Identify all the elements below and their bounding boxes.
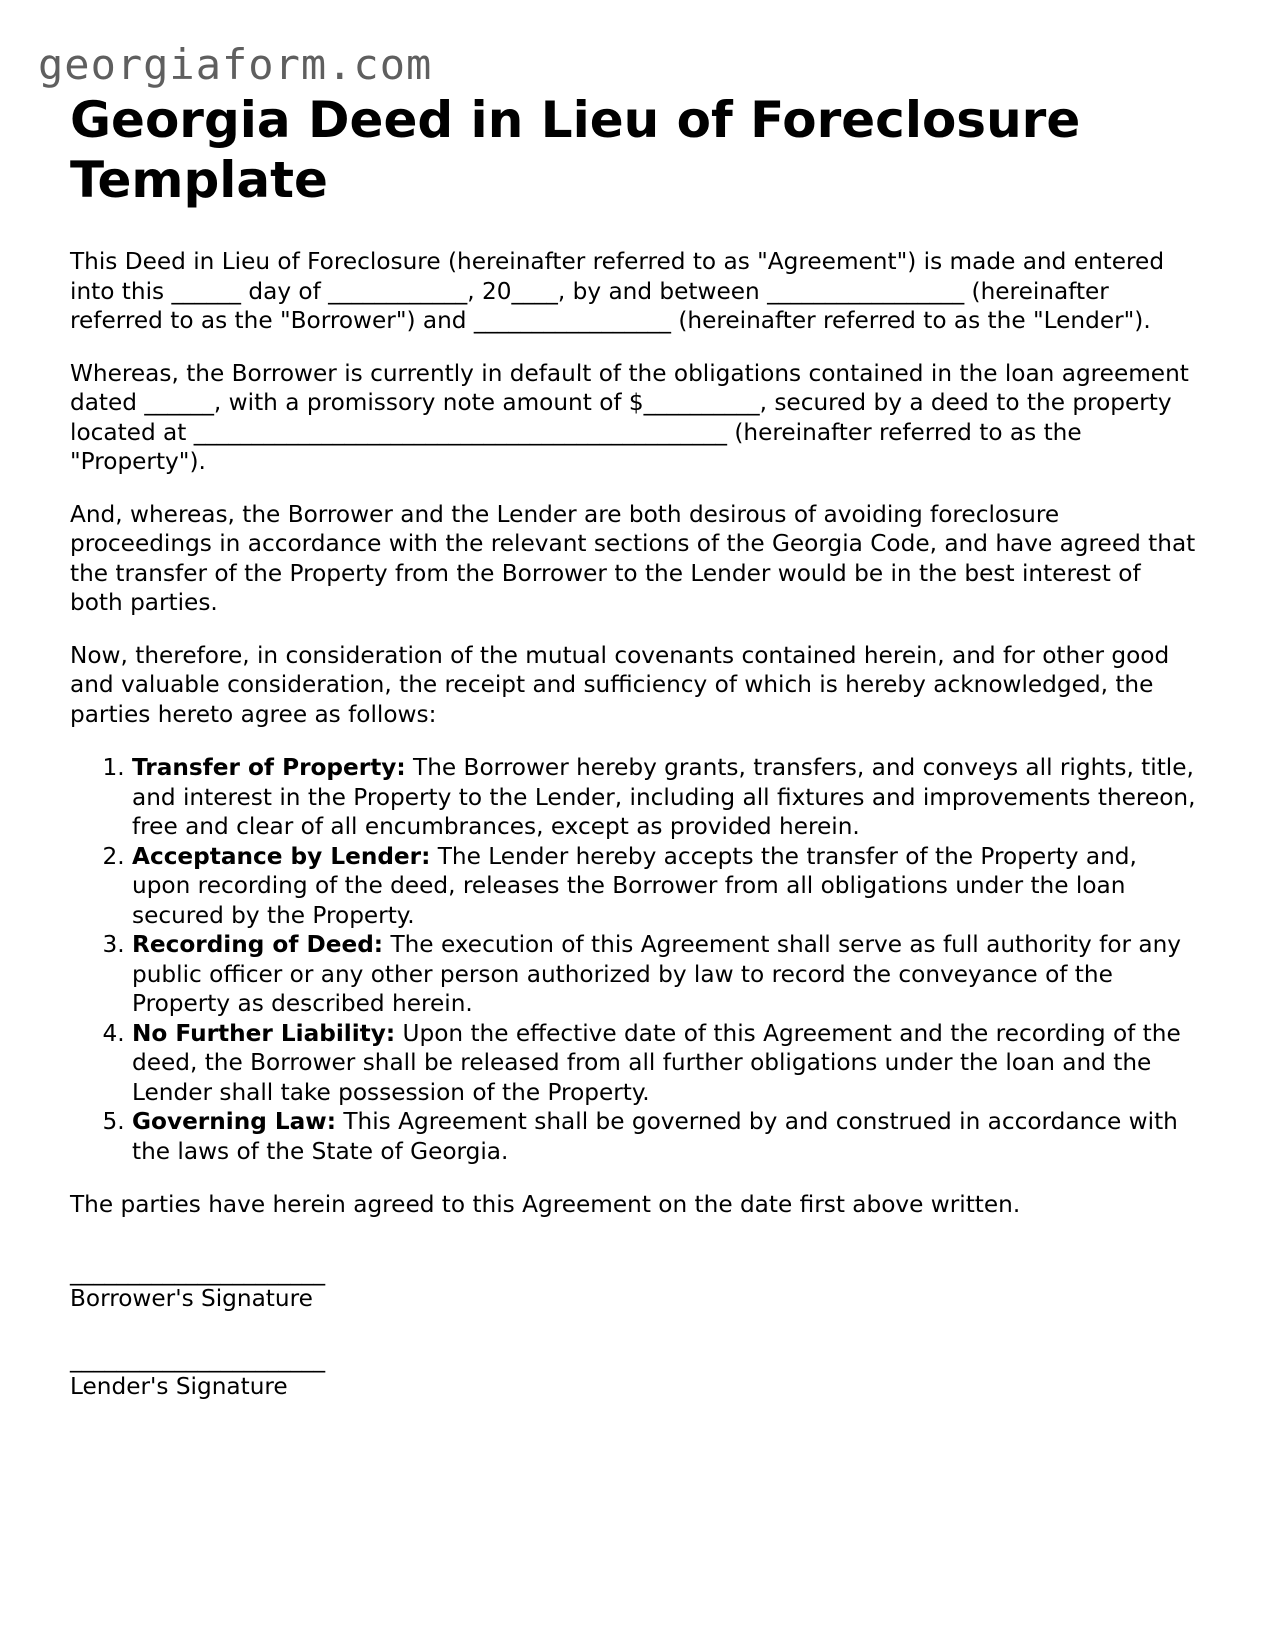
- lender-signature-line: ______________________: [70, 1346, 326, 1373]
- document-page: [70, 90, 1200, 1399]
- term-text: The execution of this Agreement shall serve as full authority for any public officer or any other person authorized by law to record the conveyance of the Property as described herein.: [132, 931, 1182, 1017]
- signature-block: [70, 1258, 1200, 1399]
- list-item: [132, 1019, 1200, 1108]
- list-item: [132, 842, 1200, 931]
- closing-paragraph: The parties have herein agreed to this Agreement on the date first above written.: [70, 1191, 1021, 1218]
- terms-list: [70, 753, 1200, 1166]
- borrower-signature-label: Borrower's Signature: [70, 1285, 313, 1312]
- lender-signature-label: Lender's Signature: [70, 1372, 288, 1400]
- term-text: Upon the effective date of this Agreement and the recording of the deed, the Borrower shall be released from all further obligations under the loan and the Lender shall take possession of the Property.: [132, 1019, 1181, 1106]
- term-text: This Agreement shall be governed by and construed in accordance with the laws of the State of Georgia.: [132, 1108, 1178, 1165]
- list-item: [132, 753, 1200, 842]
- now-therefore-paragraph: Now, therefore, in consideration of the mutual covenants contained herein, and for other good and valuable consideration, the receipt and sufficiency of which is hereby acknowledged, the parties hereto agree as follows:: [70, 641, 1170, 728]
- document-title: Georgia Deed in Lieu of Foreclosure Template: [70, 91, 1081, 209]
- list-item: [132, 1107, 1200, 1166]
- term-heading: Recording of Deed:: [132, 931, 384, 958]
- term-heading: Transfer of Property:: [132, 754, 406, 781]
- list-item: [132, 930, 1200, 1019]
- whereas-paragraph-2: And, whereas, the Borrower and the Lender are both desirous of avoiding foreclosure proceedings in accordance with the relevant sections of the Georgia Code, and have agreed that the transfer of the Property from the Borrower to the Lender would be in the best interest of both parties.: [70, 500, 1196, 616]
- watermark: georgiaform.com: [38, 40, 433, 89]
- term-heading: Acceptance by Lender:: [132, 842, 431, 870]
- intro-paragraph: This Deed in Lieu of Foreclosure (hereinafter referred to as "Agreement") is made and entered into this ______ day of ____________, 20____, by and between _________________ (hereinafter referred to as the "Borrower") and _________________ (hereinafter referred to as the "Lender").: [70, 248, 1165, 334]
- term-heading: Governing Law:: [132, 1108, 336, 1135]
- term-text: The Lender hereby accepts the transfer of the Property and, upon recording of the deed, releases the Borrower from all obligations under the loan secured by the Property.: [132, 842, 1137, 929]
- borrower-signature-line: ______________________: [70, 1258, 326, 1286]
- term-text: The Borrower hereby grants, transfers, and conveys all rights, title, and interest in the Property to the Lender, including all fixtures and improvements thereon, free and clear of all encumbrances, except as provided herein.: [132, 754, 1196, 840]
- whereas-paragraph-1: Whereas, the Borrower is currently in default of the obligations contained in the loan agreement dated ______, with a promissory note amount of $__________, secured by a deed to the property located at ______________________________________________ (hereinafter referred to as the "Property").: [70, 359, 1189, 475]
- term-heading: No Further Liability:: [132, 1019, 396, 1047]
